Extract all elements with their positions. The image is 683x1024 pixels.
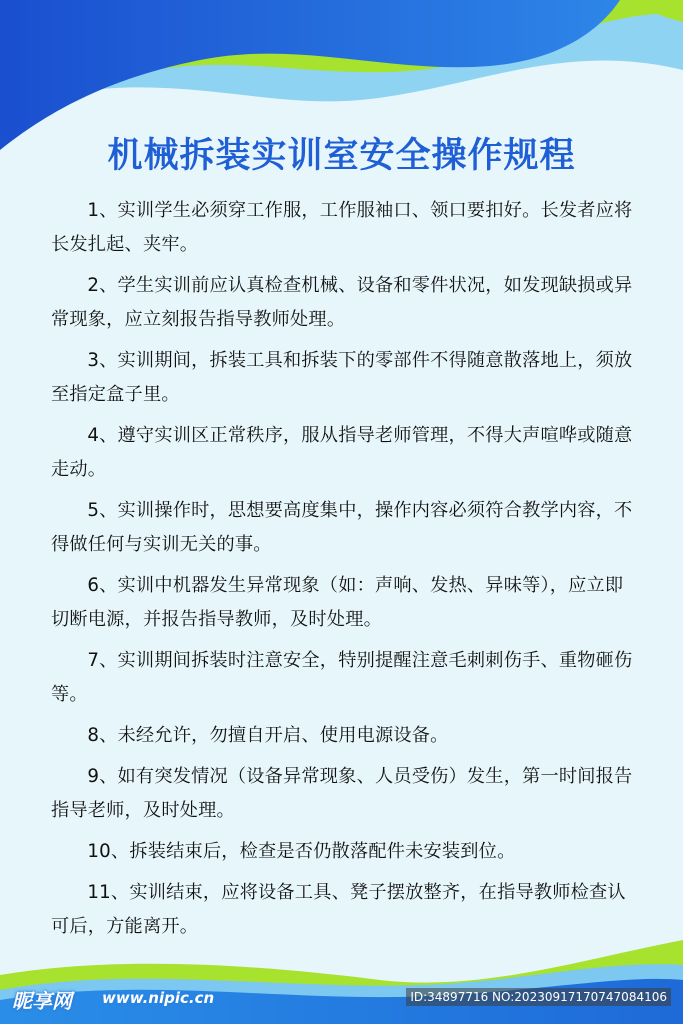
watermark-url: www.nipic.cn xyxy=(102,989,215,1007)
rule-item: 7、实训期间拆装时注意安全，特别提醒注意毛刺刺伤手、重物砸伤等。 xyxy=(51,650,633,705)
rule-item: 8、未经允许，勿擅自开启、使用电源设备。 xyxy=(87,725,449,746)
rule-item: 2、学生实训前应认真检查机械、设备和零件状况，如发现缺损或异常现象，应立刻报告指导教师处理。 xyxy=(51,275,633,330)
rule-item: 3、实训期间，拆装工具和拆装下的零部件不得随意散落地上，须放至指定盒子里。 xyxy=(51,350,633,405)
rule-item: 5、实训操作时，思想要高度集中，操作内容必须符合教学内容，不得做任何与实训无关的事。 xyxy=(51,500,633,555)
page-title: 机械拆装实训室安全操作规程 xyxy=(107,135,576,176)
rule-item: 9、如有突发情况（设备异常现象、人员受伤）发生，第一时间报告指导老师，及时处理。 xyxy=(51,766,633,821)
rule-item: 10、拆装结束后，检查是否仍散落配件未安装到位。 xyxy=(87,841,516,862)
rule-item: 1、实训学生必须穿工作服，工作服袖口、领口要扣好。长发者应将长发扎起、夹牢。 xyxy=(51,200,633,255)
image-id-label: ID:34897716 NO:20230917170747084106 xyxy=(406,988,671,1006)
rule-item: 4、遵守实训区正常秩序，服从指导老师管理，不得大声喧哗或随意走动。 xyxy=(51,425,633,480)
rules-list xyxy=(51,194,641,951)
rule-item: 11、实训结束，应将设备工具、凳子摆放整齐，在指导教师检查认可后，方能离开。 xyxy=(51,882,626,937)
watermark-logo: 昵享网 xyxy=(12,989,72,1013)
rule-item: 6、实训中机器发生异常现象（如：声响、发热、异味等），应立即切断电源，并报告指导教师，及时处理。 xyxy=(51,575,624,630)
